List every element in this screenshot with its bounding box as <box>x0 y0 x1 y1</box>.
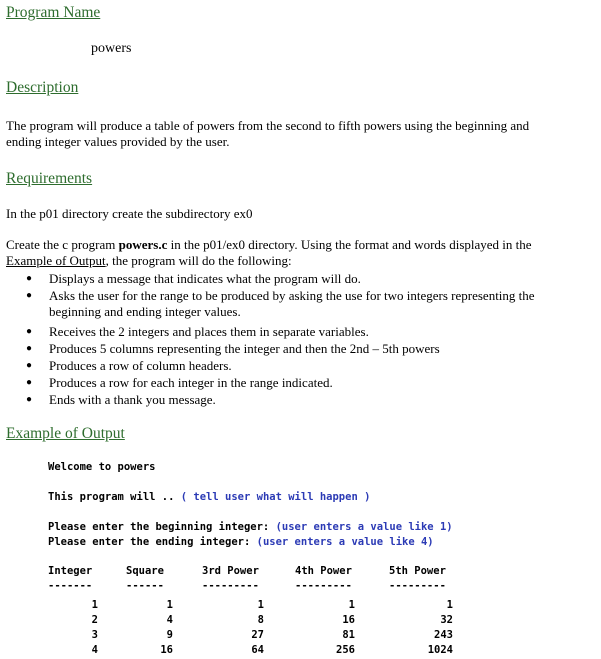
separator-cell: ------ <box>126 580 164 592</box>
bullet-item <box>26 375 535 391</box>
table-cell: 1 <box>348 599 355 611</box>
table-cell: 32 <box>440 614 453 626</box>
separator-cell: --------- <box>202 580 259 592</box>
console-welcome: Welcome to powers <box>48 461 156 473</box>
format-line-post: , the program will do the following: <box>105 253 292 268</box>
bullet-dot-icon: ● <box>26 273 33 284</box>
table-cell: 1 <box>91 599 98 611</box>
table-cell: 64 <box>251 644 264 656</box>
powers-table <box>48 565 469 659</box>
bullet-text: Produces 5 columns representing the integer and then the 2nd – 5th powers <box>49 341 440 356</box>
bullet-dot-icon: ● <box>26 377 33 388</box>
bullet-text: beginning and ending integer values. <box>49 304 241 319</box>
separator-cell: ------- <box>48 580 93 592</box>
table-cell: 16 <box>160 644 173 656</box>
bullet-text: Receives the 2 integers and places them in separate variables. <box>49 324 369 339</box>
prompt-end-note: (user enters a value like 4) <box>256 536 434 548</box>
table-cell: 81 <box>342 629 355 641</box>
prompt-begin-note: (user enters a value like 1) <box>275 521 453 533</box>
table-cell: 256 <box>336 644 355 656</box>
bullet-dot-icon: ● <box>26 326 33 337</box>
table-cell: 1 <box>257 599 264 611</box>
description-line-1: The program will produce a table of powers from the second to fifth powers using the beginning and <box>6 118 530 133</box>
description-heading: Description <box>6 79 79 96</box>
program-description-note: ( tell user what will happen ) <box>180 491 371 503</box>
table-cell: 2 <box>91 614 98 626</box>
table-cell: 27 <box>251 629 264 641</box>
table-row <box>48 614 453 629</box>
create-pre-text: Create the c program <box>6 237 119 252</box>
bullet-text: Displays a message that indicates what the program will do. <box>49 271 361 286</box>
table-header-row <box>48 565 469 580</box>
table-cell: 8 <box>257 614 264 626</box>
separator-cell: --------- <box>389 580 446 592</box>
requirements-heading: Requirements <box>6 170 93 187</box>
console-prompt-end <box>48 536 434 548</box>
bullet-item <box>26 358 535 374</box>
bullet-dot-icon: ● <box>26 290 33 301</box>
example-heading: Example of Output <box>6 425 125 442</box>
bullet-text: Ends with a thank you message. <box>49 392 216 407</box>
table-row <box>48 629 453 644</box>
prompt-begin-text: Please enter the beginning integer: <box>48 521 270 533</box>
requirements-subdir-line: In the p01 directory create the subdirectory ex0 <box>6 206 253 221</box>
requirements-format-line <box>6 253 292 269</box>
requirements-bullet-list <box>26 271 535 408</box>
table-cell: 1024 <box>427 644 453 656</box>
header-3rd-power: 3rd Power <box>202 565 259 577</box>
header-integer: Integer <box>48 565 93 577</box>
program-file-name: powers.c <box>118 237 168 252</box>
table-cell: 3 <box>91 629 98 641</box>
console-prompt-begin <box>48 521 453 533</box>
requirements-create-line <box>6 237 532 253</box>
table-cell: 9 <box>166 629 173 641</box>
separator-cell: --------- <box>295 580 352 592</box>
header-5th-power: 5th Power <box>389 565 446 577</box>
create-post-text: in the p01/ex0 directory. Using the format and words displayed in the <box>167 237 532 252</box>
bullet-text: Produces a row for each integer in the range indicated. <box>49 375 333 390</box>
header-square: Square <box>126 565 164 577</box>
console-program-line <box>48 491 370 503</box>
bullet-item <box>26 324 535 340</box>
program-name-value: powers <box>91 41 132 56</box>
bullet-dot-icon: ● <box>26 343 33 354</box>
description-line-2: ending integer values provided by the user. <box>6 134 230 149</box>
program-description-text: This program will .. <box>48 491 175 503</box>
table-cell: 16 <box>342 614 355 626</box>
bullet-item <box>26 392 535 408</box>
bullet-item <box>26 288 535 304</box>
table-row <box>48 599 453 614</box>
bullet-dot-icon: ● <box>26 360 33 371</box>
example-of-output-link[interactable]: Example of Output <box>6 253 106 268</box>
prompt-end-text: Please enter the ending integer: <box>48 536 251 548</box>
bullet-continuation <box>49 304 535 320</box>
header-4th-power: 4th Power <box>295 565 352 577</box>
bullet-dot-icon: ● <box>26 394 33 405</box>
bullet-item <box>26 271 535 287</box>
table-cell: 4 <box>91 644 98 656</box>
table-cell: 243 <box>434 629 453 641</box>
program-name-heading: Program Name <box>6 4 101 21</box>
bullet-text: Asks the user for the range to be produced by asking the use for two integers representing the <box>49 288 535 303</box>
table-separator-row <box>48 580 469 598</box>
table-cell: 4 <box>166 614 173 626</box>
table-cell: 1 <box>166 599 173 611</box>
bullet-item <box>26 341 535 357</box>
bullet-text: Produces a row of column headers. <box>49 358 232 373</box>
table-cell: 1 <box>446 599 453 611</box>
